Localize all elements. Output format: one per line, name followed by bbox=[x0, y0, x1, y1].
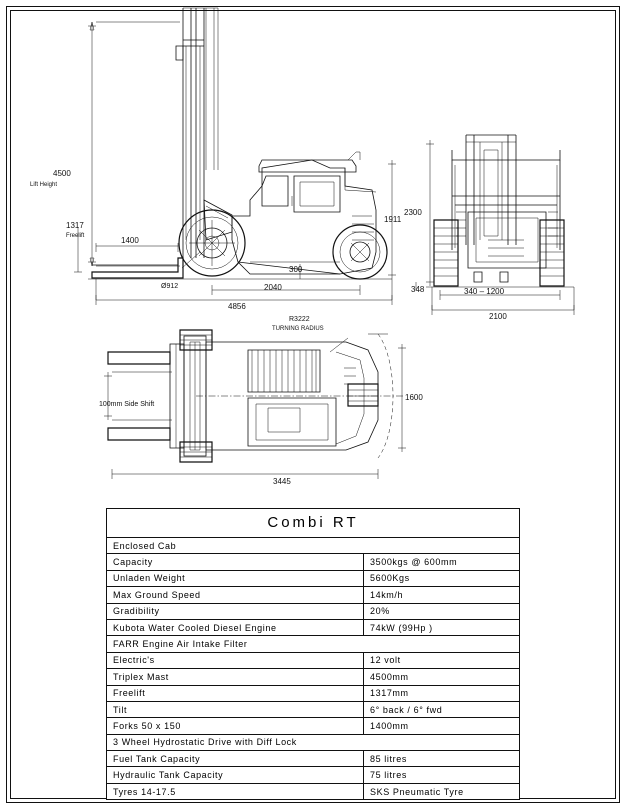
spec-value: 6° back / 6° fwd bbox=[370, 704, 443, 715]
label-overall-length: 4856 bbox=[228, 302, 246, 311]
label-ground-clearance: 300 bbox=[289, 265, 303, 274]
label-turning-radius-caption: TURNING RADIUS bbox=[272, 326, 324, 332]
spec-label: 3 Wheel Hydrostatic Drive with Diff Lock bbox=[113, 737, 297, 748]
spec-label: Tyres 14-17.5 bbox=[107, 784, 364, 799]
spec-label: Max Ground Speed bbox=[107, 587, 364, 602]
table-row bbox=[107, 571, 519, 587]
spec-label: Electric's bbox=[107, 653, 364, 668]
label-fork-spread: 340 – 1200 bbox=[464, 287, 505, 296]
spec-value: 14km/h bbox=[370, 589, 404, 600]
label-fork-length: 1400 bbox=[121, 236, 139, 245]
table-row bbox=[107, 751, 519, 767]
label-lift-height-caption: Lift Height bbox=[30, 182, 58, 188]
specification-table bbox=[106, 508, 520, 800]
label-wheelbase: 2040 bbox=[264, 283, 282, 292]
spec-label: Freelift bbox=[107, 686, 364, 701]
spec-value: 4500mm bbox=[370, 671, 409, 682]
table-row bbox=[107, 669, 519, 685]
spec-label: Capacity bbox=[107, 554, 364, 569]
table-row bbox=[107, 767, 519, 783]
spec-label: Triplex Mast bbox=[107, 669, 364, 684]
plan-view bbox=[99, 316, 423, 486]
spec-label: Tilt bbox=[107, 702, 364, 717]
table-row bbox=[107, 784, 519, 799]
spec-value: 12 volt bbox=[370, 655, 401, 666]
label-ground-clearance-front: 348 bbox=[411, 285, 425, 294]
spec-value: 75 litres bbox=[370, 770, 407, 781]
label-freelift-caption: Freelift bbox=[66, 233, 85, 239]
table-row bbox=[107, 653, 519, 669]
label-turning-radius: R3222 bbox=[289, 316, 310, 323]
spec-value: 85 litres bbox=[370, 753, 407, 764]
spec-value: 3500kgs @ 600mm bbox=[370, 557, 458, 568]
label-side-shift: 100mm Side Shift bbox=[99, 401, 155, 408]
spec-label: Fuel Tank Capacity bbox=[107, 751, 364, 766]
spec-label: Hydraulic Tank Capacity bbox=[107, 767, 364, 782]
spec-label: Forks 50 x 150 bbox=[107, 718, 364, 733]
label-overall-width: 2100 bbox=[489, 312, 507, 321]
spec-label: Kubota Water Cooled Diesel Engine bbox=[107, 620, 364, 635]
table-row bbox=[107, 554, 519, 570]
spec-table-title: Combi RT bbox=[107, 509, 519, 538]
label-lift-height-value: 4500 bbox=[53, 169, 71, 178]
table-row bbox=[107, 686, 519, 702]
label-overall-height: 1911 bbox=[384, 215, 402, 224]
table-row bbox=[107, 718, 519, 734]
spec-value: 1400mm bbox=[370, 720, 409, 731]
label-plan-length: 3445 bbox=[273, 477, 291, 486]
spec-label: Enclosed Cab bbox=[113, 540, 177, 551]
table-row bbox=[107, 538, 519, 554]
spec-label: Unladen Weight bbox=[107, 571, 364, 586]
spec-value: 74kW (99Hp ) bbox=[370, 622, 433, 633]
label-mast-height: 2300 bbox=[404, 208, 422, 217]
spec-label: Gradibility bbox=[107, 604, 364, 619]
spec-label: FARR Engine Air Intake Filter bbox=[113, 639, 248, 650]
front-elevation-view bbox=[404, 135, 574, 321]
table-row bbox=[107, 587, 519, 603]
label-wheel-diameter: Ø912 bbox=[161, 283, 179, 290]
spec-value: SKS Pneumatic Tyre bbox=[370, 786, 464, 797]
table-row bbox=[107, 735, 519, 751]
table-row bbox=[107, 702, 519, 718]
table-row bbox=[107, 620, 519, 636]
label-plan-width: 1600 bbox=[405, 393, 423, 402]
side-elevation-view bbox=[30, 8, 402, 311]
spec-value: 5600Kgs bbox=[370, 573, 410, 584]
table-row bbox=[107, 604, 519, 620]
label-freelift-value: 1317 bbox=[66, 221, 84, 230]
spec-value: 1317mm bbox=[370, 688, 409, 699]
spec-value: 20% bbox=[370, 606, 390, 617]
table-row bbox=[107, 636, 519, 652]
